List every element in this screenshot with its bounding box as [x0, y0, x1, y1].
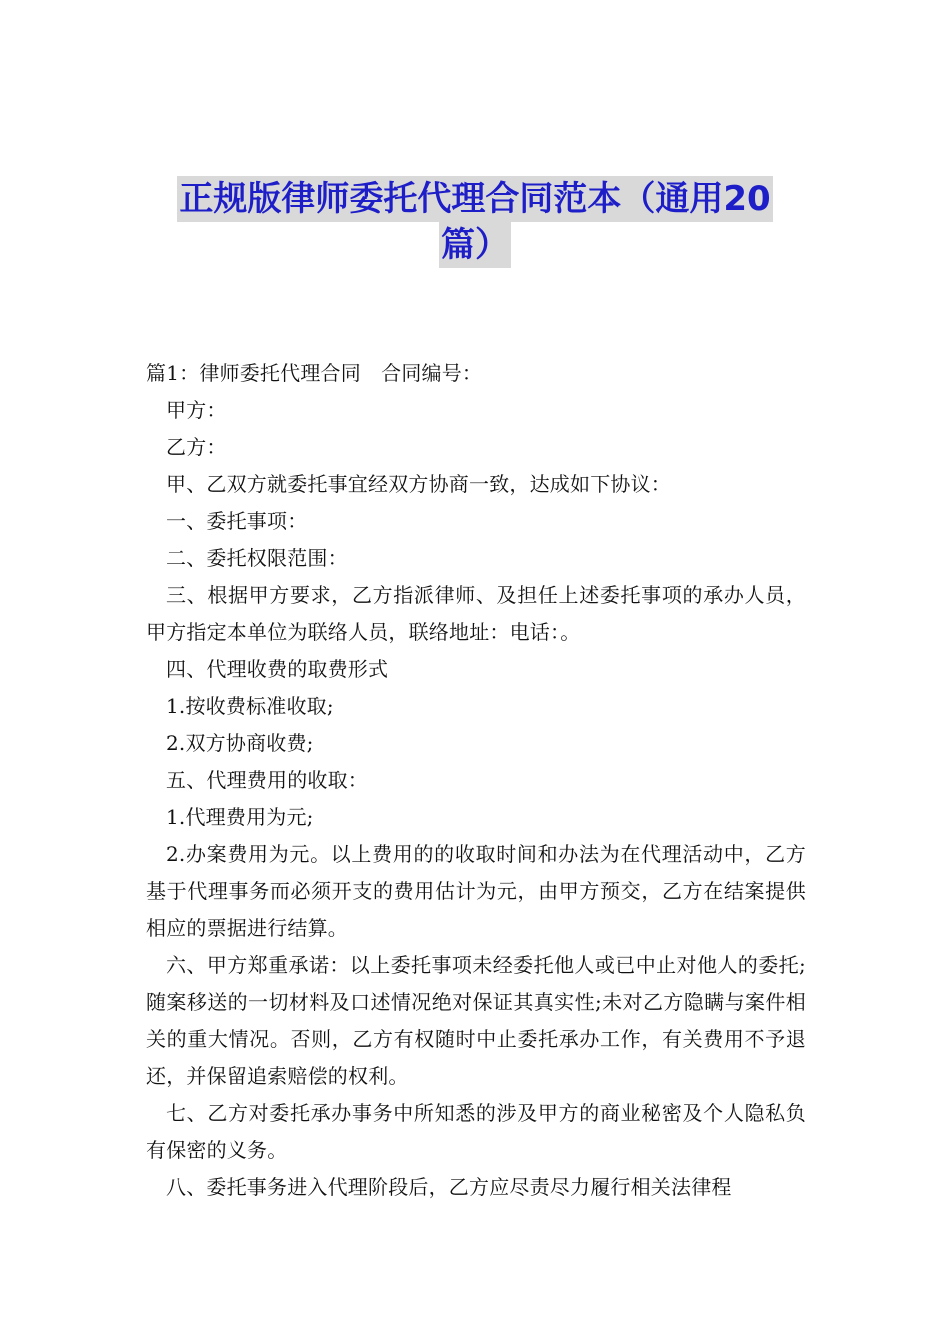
paragraph-clause-4-item-1: 1.按收费标准收取; — [166, 694, 334, 718]
paragraph-clause-5-item-2: 2.办案费用为元。以上费用的的收取时间和办法为在代理活动中，乙方基于代理事务而必须开支的费用估计为元，由甲方预交，乙方在结案提供相应的票据进行结算。 — [146, 842, 806, 940]
paragraph-clause-2: 二、委托权限范围： — [166, 546, 348, 570]
paragraph-clause-4: 四、代理收费的取费形式 — [166, 657, 389, 681]
title-line-1: 正规版律师委托代理合同范本（通用20 — [177, 176, 772, 222]
document-title — [145, 176, 805, 268]
paragraph-clause-3: 三、根据甲方要求，乙方指派律师、及担任上述委托事项的承办人员，甲方指定本单位为联络人员，联络地址：电话：。 — [146, 583, 806, 644]
paragraph-clause-8: 八、委托事务进入代理阶段后，乙方应尽责尽力履行相关法律程 — [166, 1175, 732, 1199]
paragraph-clause-6: 六、甲方郑重承诺：以上委托事项未经委托他人或已中止对他人的委托;随案移送的一切材料及口述情况绝对保证其真实性;未对乙方隐瞒与案件相关的重大情况。否则，乙方有权随时中止委托承办工作，有关费用不予退还，并保留追索赔偿的权利。 — [146, 953, 806, 1088]
paragraph-clause-5-item-1: 1.代理费用为元; — [166, 805, 314, 829]
paragraph-clause-7: 七、乙方对委托承办事务中所知悉的涉及甲方的商业秘密及个人隐私负有保密的义务。 — [146, 1101, 806, 1162]
paragraph-clause-5: 五、代理费用的收取： — [166, 768, 368, 792]
document-body — [146, 355, 806, 1206]
title-line-2: 篇） — [439, 222, 511, 268]
paragraph-party-b: 乙方： — [166, 435, 227, 459]
paragraph-contract-heading: 篇1：律师委托代理合同 合同编号： — [146, 361, 483, 385]
paragraph-clause-4-item-2: 2.双方协商收费; — [166, 731, 314, 755]
paragraph-clause-1: 一、委托事项： — [166, 509, 308, 533]
paragraph-agreement-intro: 甲、乙双方就委托事宜经双方协商一致，达成如下协议： — [166, 472, 671, 496]
paragraph-party-a: 甲方： — [166, 398, 227, 422]
